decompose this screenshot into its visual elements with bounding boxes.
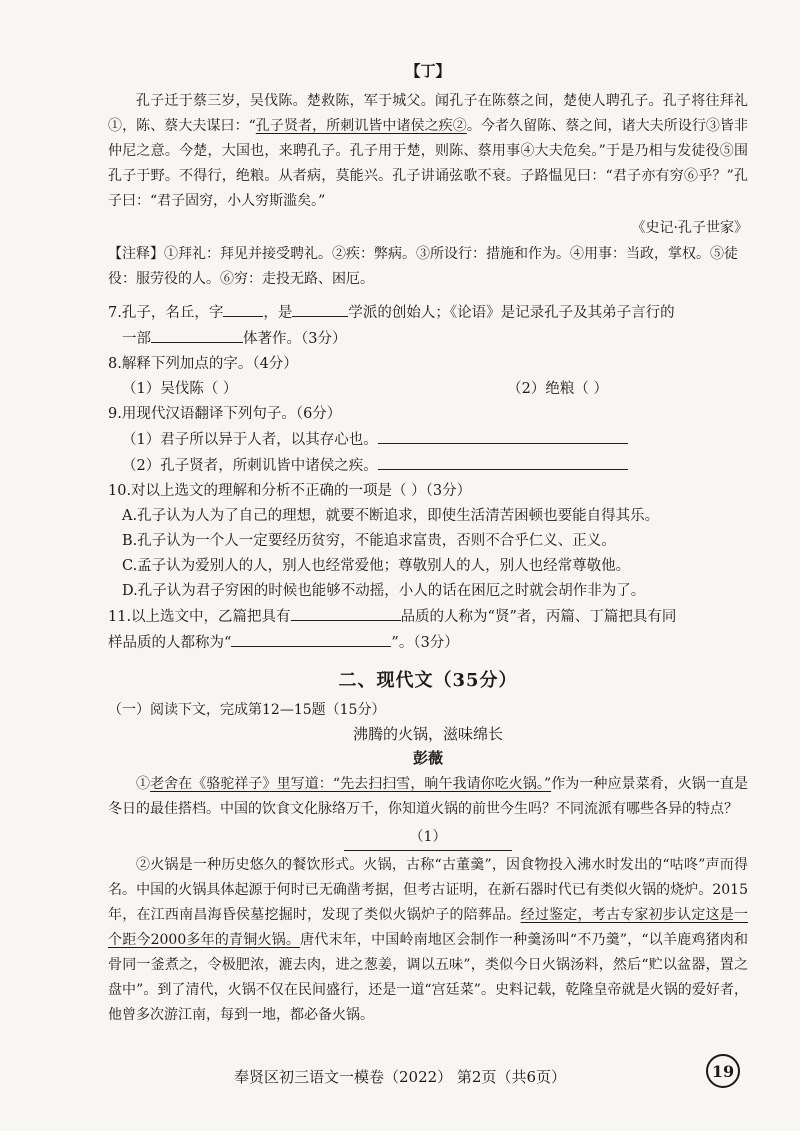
question-11	[108, 604, 748, 630]
q8-item-1: （1）吴伐陈（ ）	[122, 381, 238, 397]
q7-text-b: ，是	[263, 305, 293, 321]
article-title: 沸腾的火锅，滋味绵长	[352, 725, 503, 743]
q11-text-b: 品质的人称为“贤”者，丙篇、丁篇把具有同	[400, 609, 677, 625]
q11-text-c: 样品质的人都称为“	[108, 635, 232, 651]
question-9: 9.用现代汉语翻译下列句子。（6分）	[108, 406, 342, 422]
subheading-blank[interactable]	[108, 824, 748, 851]
question-8-items	[108, 377, 748, 402]
answer-blank[interactable]	[231, 630, 391, 647]
article-paragraph-2	[108, 853, 748, 1028]
q9-text-1: （1）君子所以异于人者，以其存心也。	[122, 432, 378, 448]
underlined-quote: 老舍在《骆驼祥子》里写道：“先去扫扫雪，晌午我请你吃火锅。”	[150, 776, 552, 792]
passage-text-1: 孔子迁于蔡三岁，吴伐陈。楚救陈，军于城父。闻孔子在陈蔡之间，楚使人聘孔子。孔子将往拜礼①，陈、蔡大夫谋曰：“	[108, 93, 748, 134]
q7-text-a: 7.孔子，名丘，字	[108, 305, 224, 321]
question-7-cont	[108, 326, 748, 352]
passage-source: 《史记·孔子世家》	[631, 220, 748, 236]
answer-blank[interactable]	[291, 604, 401, 621]
question-7	[108, 300, 748, 326]
passage-notes: 【注释】①拜礼：拜见并接受聘礼。②疾：弊病。③所设行：措施和作为。④用事：当政，掌权。⑤徒役：服劳役的人。⑥穷：走投无路、困厄。	[108, 246, 738, 287]
q11-text-d: ”。（3分）	[391, 635, 459, 651]
q7-text-e: 体著作。（3分）	[243, 331, 347, 347]
paragraph-number: ①	[136, 776, 151, 792]
answer-blank[interactable]	[223, 300, 263, 317]
article-paragraph-1	[108, 772, 748, 822]
classical-passage	[108, 89, 748, 214]
subheading-blank-label: （1）	[344, 824, 513, 851]
paragraph-text: 唐代末年，中国岭南地区会制作一种羹汤叫“不乃羹”，“以羊鹿鸡猪肉和骨同一釜煮之，令极肥浓，漉去肉，进之葱姜，调以五味”，类似今日火锅汤料，然后“贮以盆器，置之盘中”。到了清代，火锅不仅在民间盛行，还是一道“宫廷菜”。史料记载，乾隆皇帝就是火锅的爱好者，他曾多次游江南，每到一地，都必备火锅。	[108, 932, 748, 1023]
q10-option-b[interactable]: B.孔子认为一个人一定要经历贫穷，不能追求富贵，否则不合乎仁义、正义。	[122, 533, 616, 549]
answer-blank[interactable]	[292, 300, 348, 317]
q10-option-a[interactable]: A.孔子认为人为了自己的理想，就要不断追求，即使生活清苦困顿也要能自得其乐。	[122, 508, 660, 524]
question-8: 8.解释下列加点的字。（4分）	[108, 356, 298, 372]
underlined-sentence: 经过鉴定，考古专家初步认定这是一个距今2000多年的青铜火锅。	[108, 907, 749, 948]
page-number-badge: 19	[706, 1054, 740, 1088]
q10-option-d[interactable]: D.孔子认为君子穷困的时候也能够不动摇，小人的话在困厄之时就会胡作非为了。	[122, 583, 646, 599]
part-title: 二、现代文（35分）	[338, 670, 518, 691]
reading-instruction: （一）阅读下文，完成第12—15题（15分）	[108, 702, 386, 718]
page-footer: 奉贤区初三语文一模卷（2022） 第2页（共6页）	[233, 1068, 567, 1086]
question-11-cont	[108, 630, 748, 656]
paragraph-text: 作为一种应景菜肴，火锅一直是冬日的最佳搭档。中国的饮食文化脉络万千，你知道火锅的前世今生吗？不同流派有哪些各异的特点？	[108, 776, 748, 817]
answer-blank[interactable]	[151, 326, 243, 343]
answer-line[interactable]	[378, 453, 628, 470]
article-author: 彭薇	[412, 749, 443, 767]
q7-text-d: 一部	[122, 331, 151, 347]
q9-text-2: （2）孔子贤者，所刺讥皆中诸侯之疾。	[122, 458, 378, 474]
paragraph-text: ②火锅是一种历史悠久的餐饮形式。火锅，古称“古董羹”，因食物投入沸水时发出的“咕咚”声而得名。中国的火锅具体起源于何时已无确凿考据，但考古证明，在新石器时代已有类似火锅的烧炉。2015年，在江西南昌海昏侯墓挖掘时，发现了类似火锅炉子的陪葬品。	[108, 857, 748, 923]
q8-item-2: （2）绝粮（ ）	[507, 381, 608, 397]
question-10: 10.对以上选文的理解和分析不正确的一项是（ ）（3分）	[108, 483, 472, 499]
q10-option-c[interactable]: C.孟子认为爱别人的人，别人也经常爱他；尊敬别人的人，别人也经常尊敬他。	[122, 558, 631, 574]
question-9-item-1	[108, 427, 748, 453]
question-9-item-2	[108, 453, 748, 479]
passage-underlined: 孔子贤者，所刺讥皆中诸侯之疾②	[255, 118, 467, 134]
section-label: 【丁】	[405, 62, 451, 80]
q11-text-a: 11.以上选文中，乙篇把具有	[108, 609, 291, 625]
answer-line[interactable]	[378, 427, 628, 444]
q7-text-c: 学派的创始人；《论语》是记录孔子及其弟子言行的	[348, 305, 675, 321]
passage-text-2: 。今者久留陈、蔡之间，诸大夫所设行③皆非仲尼之意。今楚，大国也，来聘孔子。孔子用于楚，则陈、蔡用事④大夫危矣。”于是乃相与发徒役⑤围孔子于野。不得行，绝粮。从者病，莫能兴。孔子讲诵弦歌不衰。子路愠见曰：“君子亦有穷⑥乎？”孔子曰：“君子固穷，小人穷斯滥矣。”	[108, 118, 749, 209]
